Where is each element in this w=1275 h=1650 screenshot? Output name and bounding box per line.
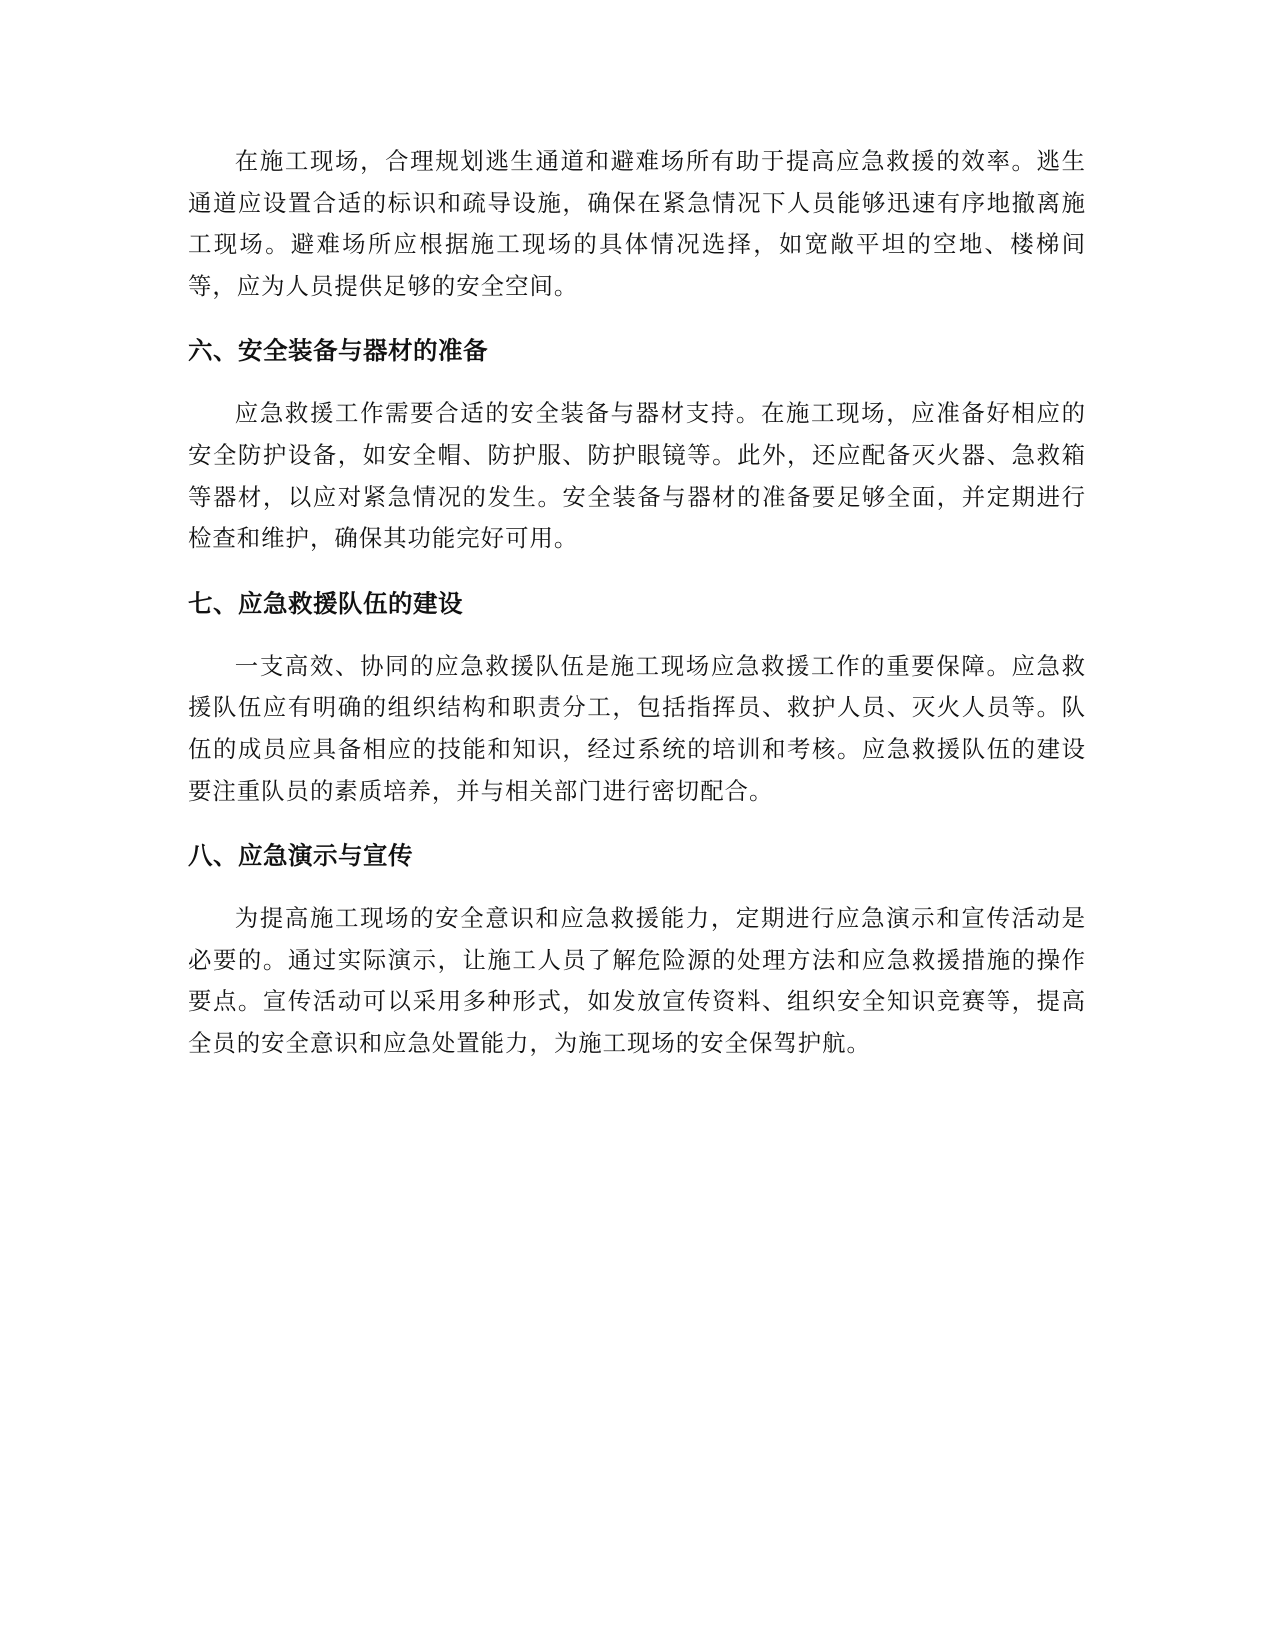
section-drill-publicity (188, 836, 1086, 1064)
section-paragraph: 一支高效、协同的应急救援队伍是施工现场应急救援工作的重要保障。应急救援队伍应有明确的组织结构和职责分工，包括指挥员、救护人员、灭火人员等。队伍的成员应具备相应的技能和知识，经过系统的培训和考核。应急救援队伍的建设要注重队员的素质培养，并与相关部门进行密切配合。 (188, 651, 1086, 805)
section-equipment (188, 331, 1086, 559)
intro-paragraph: 在施工现场，合理规划逃生通道和避难场所有助于提高应急救援的效率。逃生通道应设置合适的标识和疏导设施，确保在紧急情况下人员能够迅速有序地撤离施工现场。避难场所应根据施工现场的具体情况选择，如宽敞平坦的空地、楼梯间等，应为人员提供足够的安全空间。 (188, 147, 1086, 300)
section-heading: 八、应急演示与宣传 (188, 841, 413, 871)
section-heading: 七、应急救援队伍的建设 (188, 588, 463, 618)
section-heading: 六、安全装备与器材的准备 (188, 336, 488, 366)
section-paragraph: 为提高施工现场的安全意识和应急救援能力，定期进行应急演示和宣传活动是必要的。通过实际演示，让施工人员了解危险源的处理方法和应急救援措施的操作要点。宣传活动可以采用多种形式，如发放宣传资料、组织安全知识竞赛等，提高全员的安全意识和应急处置能力，为施工现场的安全保驾护航。 (188, 904, 1086, 1057)
section-rescue-team (188, 584, 1086, 812)
section-paragraph: 应急救援工作需要合适的安全装备与器材支持。在施工现场，应准备好相应的安全防护设备，如安全帽、防护服、防护眼镜等。此外，还应配备灭火器、急救箱等器材，以应对紧急情况的发生。安全装备与器材的准备要足够全面，并定期进行检查和维护，确保其功能完好可用。 (188, 399, 1086, 553)
document-body (188, 141, 1086, 1065)
